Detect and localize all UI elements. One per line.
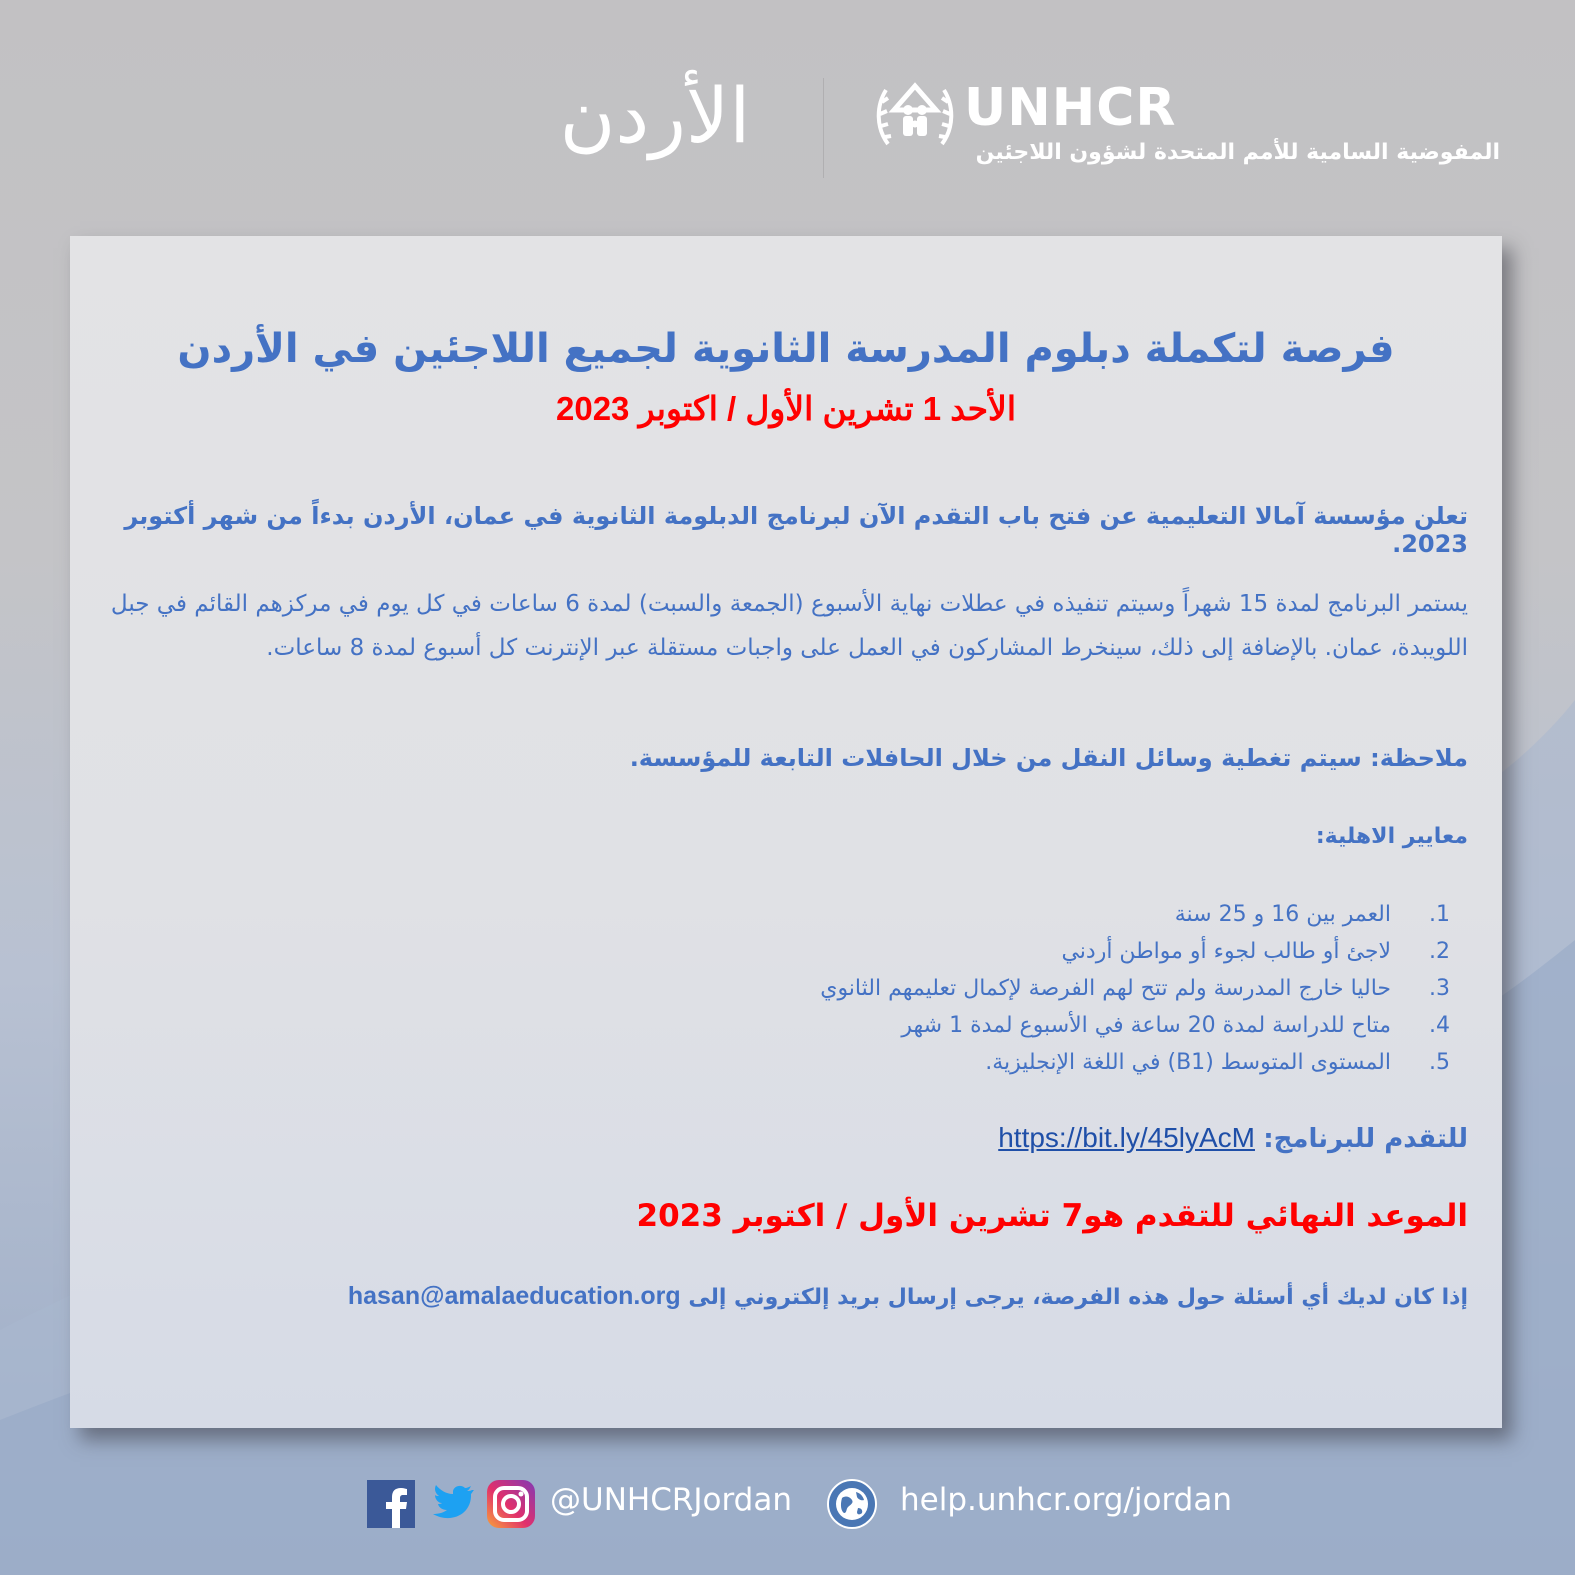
help-site-link[interactable]: help.unhcr.org/jordan [900,1482,1232,1518]
apply-label: للتقدم للبرنامج: [1263,1124,1468,1154]
apply-line [668,1122,1468,1154]
contact-text: إذا كان لديك أي أسئلة حول هذه الفرصة، يرجى إرسال بريد إلكتروني إلى [688,1285,1468,1310]
details-paragraph: يستمر البرنامج لمدة 15 شهراً وسيتم تنفيذه في عطلات نهاية الأسبوع (الجمعة والسبت) لمدة 6 ساعات في كل يوم في مركزهم القائم في جبل اللويبدة، عمان. بالإضافة إلى ذلك، سينخرط المشاركون في العمل على واجبات مستقلة عبر الإنترنت كل أسبوع لمدة 8 ساعات. [110,591,1468,661]
apply-link[interactable]: https://bit.ly/45lyAcM [998,1122,1255,1153]
contact-email[interactable]: hasan@amalaeducation.org [347,1282,681,1310]
facebook-icon[interactable] [367,1478,415,1530]
contact-line [268,1282,1468,1311]
unhcr-arabic-name: المفوضية السامية للأمم المتحدة لشؤون اللاجئين [975,140,1500,165]
criteria-list [550,896,1450,1081]
footer [0,1478,1575,1538]
globe-icon[interactable] [826,1478,878,1530]
list-item-number: 4. [1429,1013,1450,1038]
list-item-text: حاليا خارج المدرسة ولم تتح لهم الفرصة لإكمال تعليمهم الثانوي [820,976,1391,1001]
list-item [550,1044,1450,1081]
list-item [550,970,1450,1007]
list-item-text: لاجئ أو طالب لجوء أو مواطن أردني [1061,939,1391,964]
list-item-text: العمر بين 16 و 25 سنة [1174,902,1391,927]
list-item-number: 1. [1429,902,1450,927]
unhcr-logo [870,78,1510,178]
criteria-heading: معايير الاهلية: [1315,824,1468,849]
transport-note: ملاحظة: سيتم تغطية وسائل النقل من خلال الحافلات التابعة للمؤسسة. [629,744,1468,772]
announcement-card [70,236,1502,1428]
announcement-date: الأحد 1 تشرين الأول / اكتوبر 2023 [556,390,1016,427]
list-item-number: 2. [1429,939,1450,964]
list-item [550,1007,1450,1044]
unhcr-wordmark: UNHCR [964,78,1177,138]
deadline-text: الموعد النهائي للتقدم هو7 تشرين الأول / اكتوبر 2023 [636,1198,1468,1234]
list-item [550,896,1450,933]
announcement-title: فرصة لتكملة دبلوم المدرسة الثانوية لجميع اللاجئين في الأردن [177,326,1395,372]
intro-paragraph: تعلن مؤسسة آمالا التعليمية عن فتح باب التقدم الآن لبرنامج الدبلومة الثانوية في عمان، الأردن بدءاً من شهر أكتوبر 2023. [124,502,1468,558]
twitter-icon[interactable] [428,1478,474,1530]
list-item [550,933,1450,970]
instagram-icon[interactable] [486,1478,536,1530]
social-handle[interactable]: @UNHCRJordan [550,1482,793,1518]
header-divider [823,78,824,178]
list-item-number: 3. [1429,976,1450,1001]
list-item-text: المستوى المتوسط (B1) في اللغة الإنجليزية. [985,1050,1391,1075]
country-title: الأردن [559,71,751,160]
list-item-text: متاح للدراسة لمدة 20 ساعة في الأسبوع لمدة 1 شهر [901,1013,1391,1038]
list-item-number: 5. [1429,1050,1450,1075]
